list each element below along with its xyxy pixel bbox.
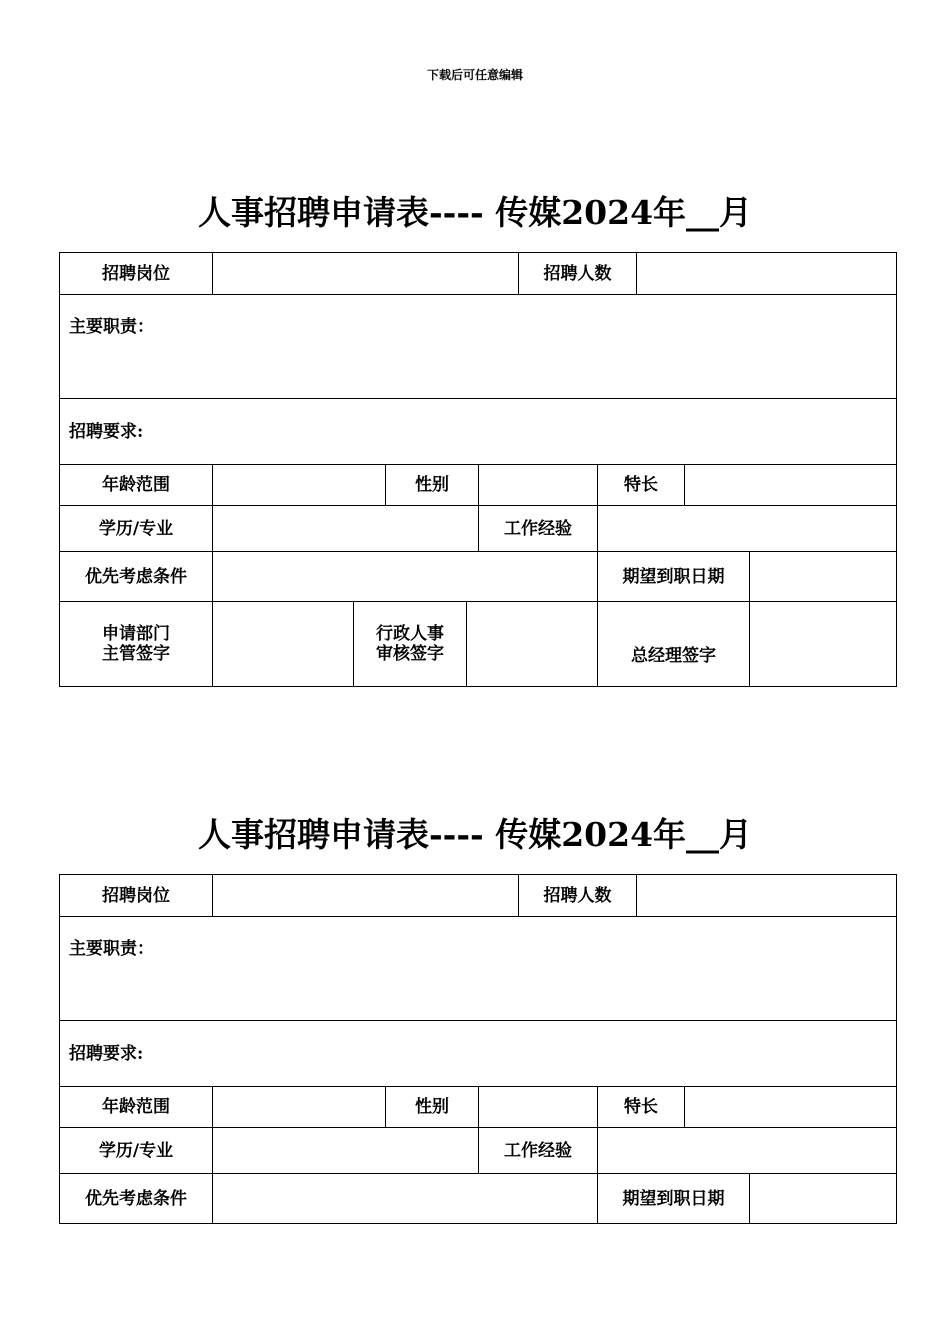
form-title: 人事招聘申请表---- 传媒2024年__月 xyxy=(197,815,753,854)
label-age-range: 年龄范围 xyxy=(60,1087,213,1128)
label-gm-sign: 总经理签字 xyxy=(598,602,750,686)
label-position: 招聘岗位 xyxy=(60,875,213,917)
input-priority-conditions[interactable] xyxy=(213,552,598,602)
requirements-field[interactable] xyxy=(60,1021,896,1087)
recruitment-form xyxy=(59,252,897,687)
input-age-range[interactable] xyxy=(213,465,386,506)
input-gender[interactable] xyxy=(479,1087,598,1128)
label-headcount: 招聘人数 xyxy=(519,875,637,917)
input-specialty[interactable] xyxy=(685,465,896,506)
label-specialty: 特长 xyxy=(598,1087,685,1128)
label-priority-conditions: 优先考虑条件 xyxy=(60,552,213,602)
input-work-experience[interactable] xyxy=(598,506,896,552)
label-admin-hr-sign-line2: 审核签字 xyxy=(376,644,444,664)
input-position[interactable] xyxy=(213,253,519,295)
recruitment-form xyxy=(59,874,897,1224)
form-title: 人事招聘申请表---- 传媒2024年__月 xyxy=(197,193,753,232)
label-admin-hr-sign-line1: 行政人事 xyxy=(376,624,444,644)
label-expected-start-date: 期望到职日期 xyxy=(598,552,750,602)
label-duties: 主要职责： xyxy=(69,317,154,337)
input-specialty[interactable] xyxy=(685,1087,896,1128)
label-work-experience: 工作经验 xyxy=(479,506,598,552)
requirements-field[interactable] xyxy=(60,399,896,465)
label-requirements: 招聘要求: xyxy=(69,421,144,442)
label-duties: 主要职责： xyxy=(69,939,154,959)
label-dept-head-sign-line2: 主管签字 xyxy=(102,644,170,664)
label-dept-head-sign-line1: 申请部门 xyxy=(102,624,170,644)
input-position[interactable] xyxy=(213,875,519,917)
input-expected-start-date[interactable] xyxy=(750,552,896,602)
header-note: 下载后可任意编辑 xyxy=(426,68,523,82)
input-admin-hr-sign[interactable] xyxy=(467,602,598,686)
label-priority-conditions: 优先考虑条件 xyxy=(60,1174,213,1223)
duties-field[interactable] xyxy=(60,917,896,1021)
input-dept-head-sign[interactable] xyxy=(213,602,354,686)
label-expected-start-date: 期望到职日期 xyxy=(598,1174,750,1223)
label-gender: 性别 xyxy=(386,465,479,506)
input-gm-sign[interactable] xyxy=(750,602,896,686)
label-headcount: 招聘人数 xyxy=(519,253,637,295)
label-dept-head-sign xyxy=(60,602,213,686)
input-headcount[interactable] xyxy=(637,253,896,295)
label-education-major: 学历/专业 xyxy=(60,1128,213,1174)
input-gender[interactable] xyxy=(479,465,598,506)
input-expected-start-date[interactable] xyxy=(750,1174,896,1223)
label-requirements: 招聘要求: xyxy=(69,1043,144,1064)
label-education-major: 学历/专业 xyxy=(60,506,213,552)
label-specialty: 特长 xyxy=(598,465,685,506)
label-age-range: 年龄范围 xyxy=(60,465,213,506)
duties-field[interactable] xyxy=(60,295,896,399)
input-headcount[interactable] xyxy=(637,875,896,917)
input-education-major[interactable] xyxy=(213,506,479,552)
label-work-experience: 工作经验 xyxy=(479,1128,598,1174)
input-priority-conditions[interactable] xyxy=(213,1174,598,1223)
input-work-experience[interactable] xyxy=(598,1128,896,1174)
label-gender: 性别 xyxy=(386,1087,479,1128)
label-position: 招聘岗位 xyxy=(60,253,213,295)
label-admin-hr-sign xyxy=(354,602,467,686)
input-education-major[interactable] xyxy=(213,1128,479,1174)
input-age-range[interactable] xyxy=(213,1087,386,1128)
